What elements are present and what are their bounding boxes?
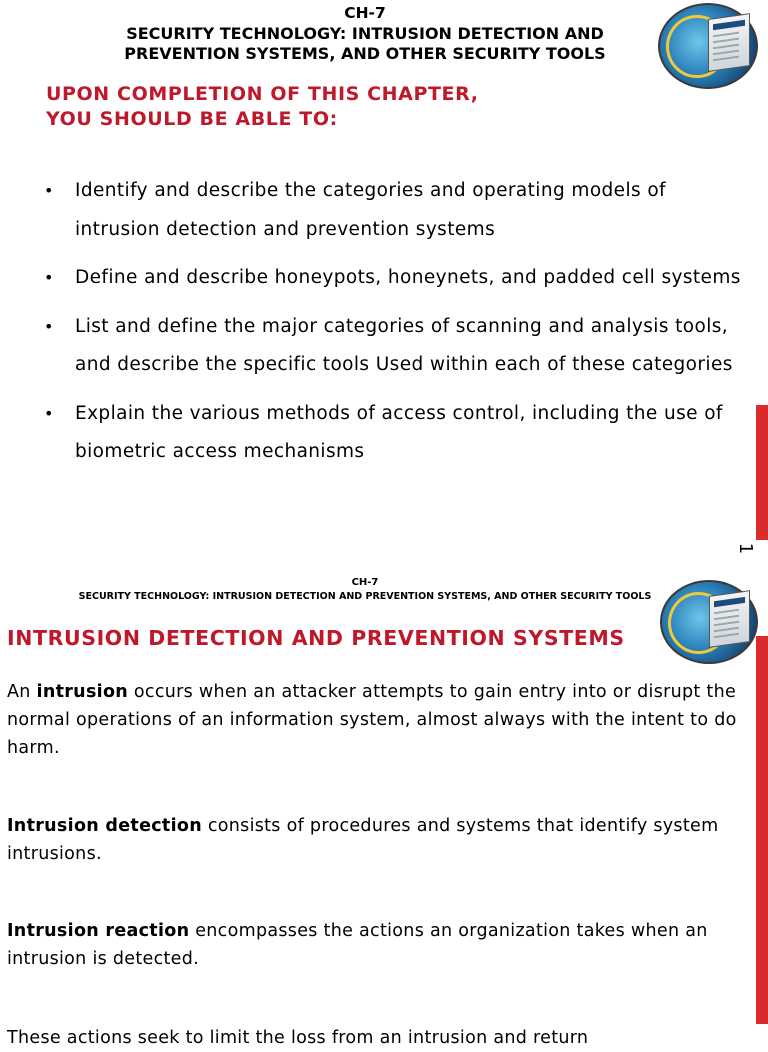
bullet-icon: • [44, 268, 54, 287]
paragraph-intrusion-reaction: Intrusion reaction encompasses the actions an organization takes when an intrusion is detected. [7, 920, 708, 969]
globe-computer-logo-icon [660, 580, 758, 664]
bullet-icon: • [44, 181, 54, 200]
objectives-heading: UPON COMPLETION OF THIS CHAPTER, YOU SHOULD BE ABLE TO: [46, 83, 479, 130]
list-item: • Define and describe honeypots, honeynets, and padded cell systems [44, 259, 744, 298]
bullet-icon: • [44, 403, 54, 423]
bullet-icon: • [44, 316, 54, 336]
list-item: • Identify and describe the categories and operating models of intrusion detection and prevention systems [44, 172, 744, 249]
chapter-label: CH-7 [344, 4, 386, 22]
globe-computer-logo-icon [658, 3, 758, 89]
slide-2 [0, 560, 768, 1048]
list-item: • List and define the major categories of scanning and analysis tools, and describe the specific tools Used within each of these categories [44, 308, 744, 385]
objectives-list [44, 172, 744, 482]
slide-title: SECURITY TECHNOLOGY: INTRUSION DETECTION AND PREVENTION SYSTEMS, AND OTHER SECURITY TOOLS [124, 24, 606, 63]
paragraph-actions: These actions seek to limit the loss from an intrusion and return [7, 1027, 589, 1048]
chapter-label: CH-7 [351, 577, 379, 588]
paragraph-intrusion: An intrusion occurs when an attacker attempts to gain entry into or disrupt the normal operations of an information system, almost always with the intent to do harm. [7, 681, 737, 758]
list-item: • Explain the various methods of access control, including the use of biometric access mechanisms [44, 395, 744, 472]
section-heading: INTRUSION DETECTION AND PREVENTION SYSTEMS [7, 626, 625, 650]
accent-bar [756, 636, 768, 1024]
slide-title: SECURITY TECHNOLOGY: INTRUSION DETECTION AND PREVENTION SYSTEMS, AND OTHER SECURITY TOOLS [78, 591, 652, 602]
page-number: 1 [735, 542, 757, 555]
paragraph-intrusion-detection: Intrusion detection consists of procedures and systems that identify system intrusions. [7, 815, 719, 864]
accent-bar [756, 405, 768, 540]
